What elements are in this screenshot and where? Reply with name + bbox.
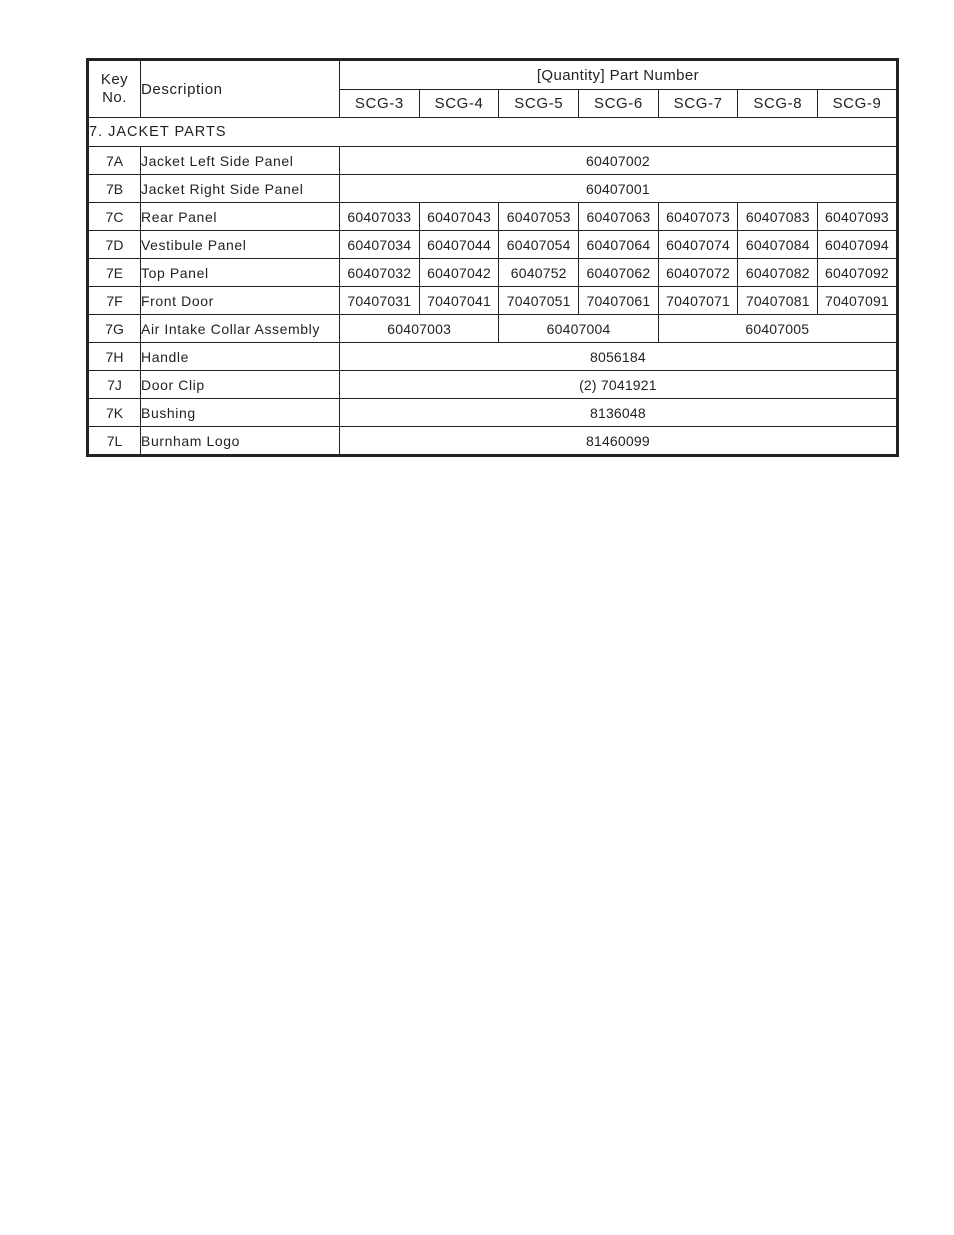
part-number-cell: 60407001 (340, 175, 898, 203)
model-header-cell: SCG-5 (499, 90, 579, 118)
part-number-cell: 8056184 (340, 343, 898, 371)
model-header-cell: SCG-6 (579, 90, 659, 118)
part-number-cell: 60407074 (658, 231, 738, 259)
part-number-cell: 60407005 (658, 315, 897, 343)
part-number-cell: 70407041 (419, 287, 499, 315)
description-cell: Jacket Left Side Panel (141, 147, 340, 175)
description-cell: Handle (141, 343, 340, 371)
key-number-cell: 7J (88, 371, 141, 399)
part-number-cell: 60407044 (419, 231, 499, 259)
part-number-cell: 60407064 (579, 231, 659, 259)
part-number-cell: 6040752 (499, 259, 579, 287)
description-cell: Air Intake Collar Assembly (141, 315, 340, 343)
section-title: 7. JACKET PARTS (88, 118, 898, 147)
table-body (88, 118, 898, 456)
part-number-cell: 70407071 (658, 287, 738, 315)
description-cell: Jacket Right Side Panel (141, 175, 340, 203)
part-number-cell: 60407042 (419, 259, 499, 287)
model-header-cell: SCG-9 (818, 90, 898, 118)
part-number-cell: 60407002 (340, 147, 898, 175)
table-row (88, 175, 898, 203)
part-number-cell: 60407073 (658, 203, 738, 231)
model-header-cell: SCG-3 (340, 90, 420, 118)
description-cell: Vestibule Panel (141, 231, 340, 259)
table-header (88, 60, 898, 118)
key-number-header (88, 60, 141, 118)
key-number-cell: 7H (88, 343, 141, 371)
description-cell: Rear Panel (141, 203, 340, 231)
part-number-cell: (2) 7041921 (340, 371, 898, 399)
model-header-cell: SCG-8 (738, 90, 818, 118)
table-row (88, 147, 898, 175)
part-number-cell: 70407031 (340, 287, 420, 315)
part-number-cell: 60407034 (340, 231, 420, 259)
part-number-cell: 60407072 (658, 259, 738, 287)
number-label: No. (102, 89, 127, 106)
part-number-cell: 70407051 (499, 287, 579, 315)
key-number-cell: 7A (88, 147, 141, 175)
description-cell: Front Door (141, 287, 340, 315)
table-row (88, 427, 898, 456)
key-number-cell: 7K (88, 399, 141, 427)
part-number-cell: 60407004 (499, 315, 658, 343)
key-number-cell: 7G (88, 315, 141, 343)
description-cell: Bushing (141, 399, 340, 427)
part-number-cell: 60407054 (499, 231, 579, 259)
part-number-cell: 70407091 (818, 287, 898, 315)
key-number-cell: 7D (88, 231, 141, 259)
table-row (88, 315, 898, 343)
table-row (88, 343, 898, 371)
part-number-cell: 60407033 (340, 203, 420, 231)
key-number-cell: 7B (88, 175, 141, 203)
part-number-cell: 60407032 (340, 259, 420, 287)
part-number-cell: 70407061 (579, 287, 659, 315)
description-cell: Burnham Logo (141, 427, 340, 456)
key-number-cell: 7F (88, 287, 141, 315)
quantity-part-number-header: [Quantity] Part Number (340, 60, 898, 90)
part-number-cell: 60407092 (818, 259, 898, 287)
model-header-cell: SCG-7 (658, 90, 738, 118)
part-number-cell: 60407094 (818, 231, 898, 259)
part-number-cell: 60407084 (738, 231, 818, 259)
table-row (88, 287, 898, 315)
part-number-cell: 8136048 (340, 399, 898, 427)
description-header: Description (141, 60, 340, 118)
table-row (88, 371, 898, 399)
key-number-cell: 7L (88, 427, 141, 456)
part-number-cell: 60407053 (499, 203, 579, 231)
part-number-cell: 81460099 (340, 427, 898, 456)
part-number-cell: 60407063 (579, 203, 659, 231)
model-header-cell: SCG-4 (419, 90, 499, 118)
description-cell: Door Clip (141, 371, 340, 399)
part-number-cell: 60407083 (738, 203, 818, 231)
jacket-parts-table (86, 58, 899, 457)
part-number-cell: 60407062 (579, 259, 659, 287)
table-row (88, 231, 898, 259)
key-label: Key (100, 71, 129, 88)
table-row (88, 203, 898, 231)
table-row (88, 259, 898, 287)
part-number-cell: 60407093 (818, 203, 898, 231)
table-row (88, 399, 898, 427)
part-number-cell: 60407003 (340, 315, 499, 343)
part-number-cell: 60407043 (419, 203, 499, 231)
key-number-cell: 7E (88, 259, 141, 287)
description-cell: Top Panel (141, 259, 340, 287)
part-number-cell: 70407081 (738, 287, 818, 315)
part-number-cell: 60407082 (738, 259, 818, 287)
key-number-cell: 7C (88, 203, 141, 231)
